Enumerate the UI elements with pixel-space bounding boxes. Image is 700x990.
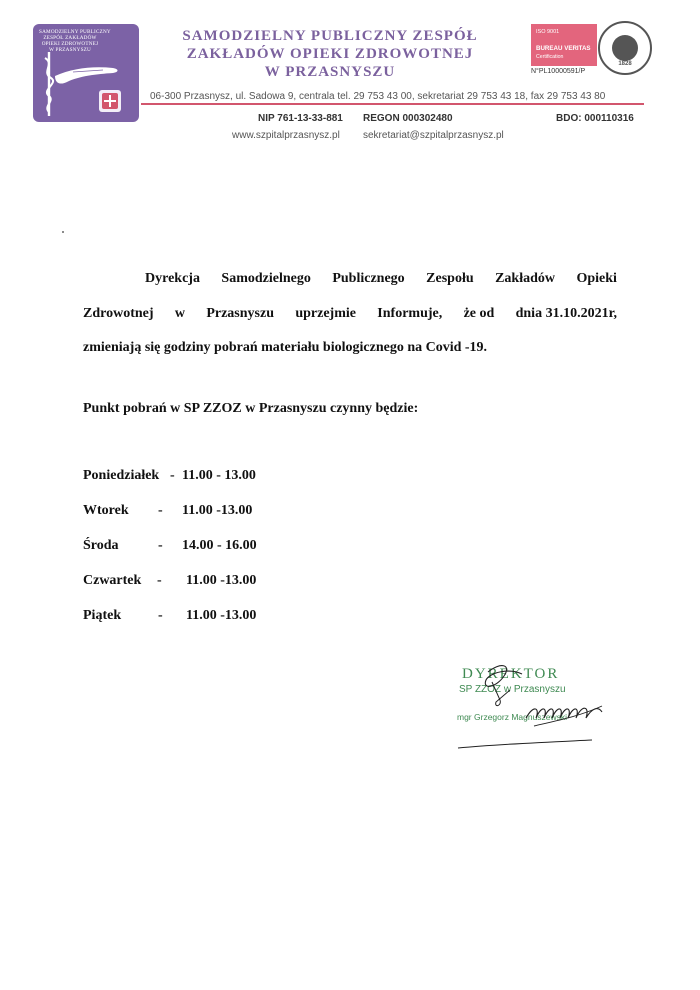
schedule-hours: 11.00 -13.00 (186, 608, 257, 623)
schedule-separator: - (158, 608, 163, 623)
logo-line: ZESPÓŁ ZAKŁADÓW (43, 35, 97, 41)
schedule-day: Piątek (83, 608, 122, 623)
schedule-hours: 14.00 - 16.00 (182, 538, 257, 553)
schedule-hours: 11.00 -13.00 (186, 573, 257, 588)
bureau-veritas-seal-icon (598, 21, 652, 75)
schedule-day: Czwartek (83, 573, 142, 588)
word: Opieki (576, 271, 617, 286)
institution-name-line: SAMODZIELNY PUBLICZNY ZESPÓŁ (182, 28, 478, 44)
word: Informuje, (377, 305, 443, 321)
logo-line: SAMODZIELNY PUBLICZNY (39, 29, 111, 35)
certifier-name: BUREAU VERITAS (536, 45, 591, 52)
word: dnia 31.10.2021r, (515, 305, 617, 321)
word: Dyrekcja (145, 271, 200, 286)
institution-name-line: W PRZASNYSZU (264, 64, 396, 80)
bureau-veritas-box (531, 24, 597, 66)
nip-number: NIP 761-13-33-881 (258, 113, 343, 124)
word: Zdrowotnej (83, 305, 154, 321)
institution-name-line: ZAKŁADÓW OPIEKI ZDROWOTNEJ (186, 46, 474, 62)
scan-speck (62, 231, 64, 233)
stamp-organization: SP ZZOZ w Przasnyszu (459, 684, 566, 695)
contact-address: 06-300 Przasnysz, ul. Sadowa 9, centrala tel. 29 753 43 00, sekretariat 29 753 43 18, fax 29 753 43 80 (150, 91, 606, 102)
schedule-day: Wtorek (83, 503, 129, 518)
seal-emblem (612, 35, 638, 61)
schedule-separator: - (170, 468, 175, 483)
logo-line: W PRZASNYSZU (49, 47, 91, 53)
iso-label: ISO 9001 (536, 29, 560, 35)
word: Zespołu (426, 271, 474, 286)
institution-name (150, 27, 510, 81)
announcement-paragraph (83, 262, 617, 366)
paragraph-line (83, 297, 617, 332)
word: Przasnyszu (206, 305, 274, 321)
email-link[interactable]: sekretariat@szpitalprzasnysz.pl (363, 130, 504, 141)
paragraph-line (83, 262, 617, 297)
regon-number: REGON 000302480 (363, 113, 453, 124)
schedule-hours: 11.00 - 13.00 (182, 468, 256, 483)
paragraph-line: zmieniają się godziny pobrań materiału biologicznego na Covid -19. (83, 340, 488, 355)
word: uprzejmie (295, 305, 356, 321)
word: Publicznego (332, 271, 405, 286)
word: Zakładów (495, 271, 556, 286)
schedule-day: Środa (83, 538, 119, 553)
bdo-number: BDO: 000110316 (556, 113, 634, 124)
schedule-intro: Punkt pobrań w SP ZZOZ w Przasnyszu czynny będzie: (83, 401, 419, 416)
header-divider (141, 103, 644, 105)
word: że od (463, 305, 495, 321)
stamp-title: DYREKTOR (462, 666, 560, 682)
stamp-director-name: mgr Grzegorz Magnuszewski (457, 712, 568, 722)
schedule-hours: 11.00 -13.00 (182, 503, 253, 518)
word: w (174, 305, 185, 321)
director-signature-stamp (430, 660, 630, 760)
schedule-separator: - (157, 573, 162, 588)
certification-badge (531, 21, 651, 77)
schedule-day: Poniedziałek (83, 468, 160, 483)
schedule-separator: - (158, 503, 163, 518)
logo-line: OPIEKI ZDROWOTNEJ (41, 41, 99, 47)
caduceus-hand-icon (33, 24, 139, 122)
handwritten-signature-icon (430, 660, 630, 760)
hospital-logo (33, 24, 139, 122)
seal-year: 1828 (618, 61, 632, 67)
word: Samodzielnego (221, 271, 311, 286)
schedule-separator: - (158, 538, 163, 553)
certification-label: Certification (536, 54, 564, 60)
certificate-number: N°PL10000591/P (531, 68, 586, 75)
website-link[interactable]: www.szpitalprzasnysz.pl (232, 130, 340, 141)
